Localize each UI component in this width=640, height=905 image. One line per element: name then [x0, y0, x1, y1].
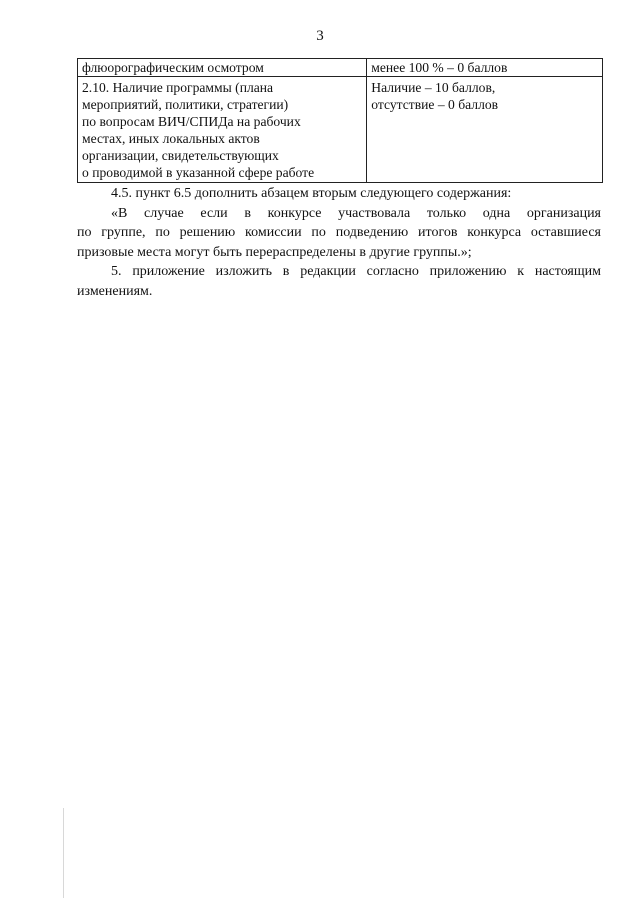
cell-text-line: Наличие – 10 баллов, [371, 80, 496, 95]
scan-margin-line [63, 808, 64, 898]
cell-text-line: мероприятий, политики, стратегии) [82, 97, 289, 112]
paragraph-line: 4.5. пункт 6.5 дополнить абзацем вторым следующего содержания: [111, 186, 512, 201]
cell-text-line: менее 100 % – 0 баллов [371, 60, 508, 75]
paragraph-line: 5. приложение изложить в редакции согласно приложению к настоящим [111, 264, 601, 279]
score-cell [367, 77, 603, 183]
body-text [77, 184, 601, 301]
cell-text-line: флюорографическим осмотром [82, 60, 264, 75]
paragraph-5 [77, 262, 601, 301]
page-number: 3 [316, 28, 324, 44]
cell-text-line: отсутствие – 0 баллов [371, 97, 499, 112]
cell-text-line: организации, свидетельствующих [82, 148, 279, 163]
criterion-cell [78, 77, 367, 183]
paragraph-line: призовые места могут быть перераспределены в другие группы.»; [77, 244, 472, 260]
paragraph-line: «В случае если в конкурсе участвовала только одна организация [111, 205, 601, 221]
paragraph-quote [77, 204, 601, 263]
score-cell [367, 59, 603, 77]
paragraph-line: по группе, по решению комиссии по подведению итогов конкурса оставшиеся [77, 225, 601, 240]
table-row [78, 77, 603, 183]
table-row [78, 59, 603, 77]
cell-text-line: 2.10. Наличие программы (плана [82, 80, 274, 95]
criteria-table [77, 58, 603, 183]
paragraph-4-5 [77, 184, 601, 204]
cell-text-line: по вопросам ВИЧ/СПИДа на рабочих [82, 114, 301, 129]
criterion-cell [78, 59, 367, 77]
cell-text-line: о проводимой в указанной сфере работе [82, 165, 315, 180]
paragraph-line: изменениям. [77, 283, 153, 299]
cell-text-line: местах, иных локальных актов [82, 131, 260, 146]
